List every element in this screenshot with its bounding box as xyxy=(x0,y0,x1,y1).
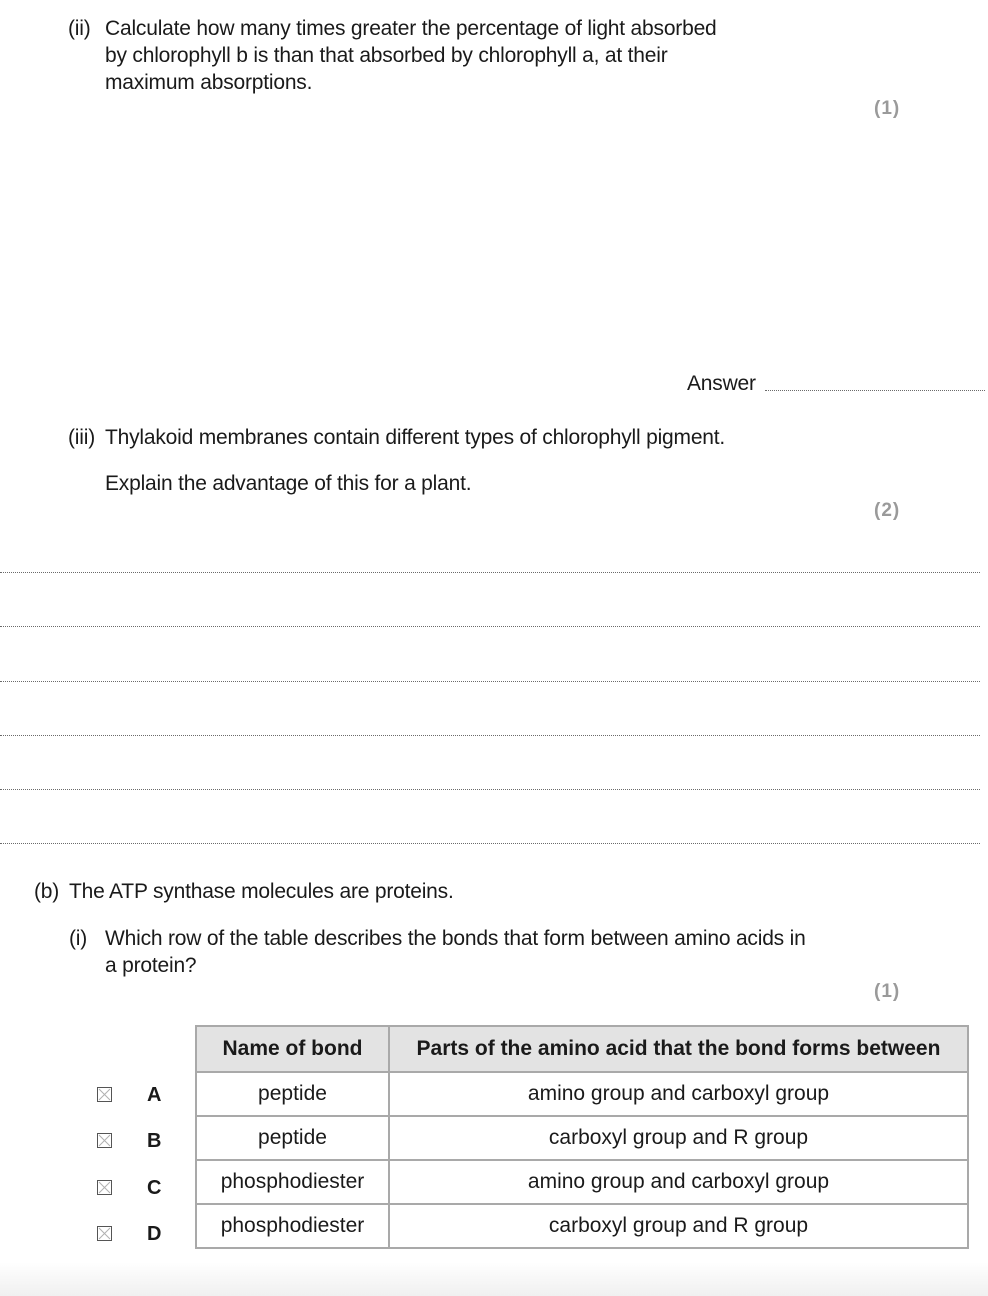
question-text-a-iii-line2: Explain the advantage of this for a plant. xyxy=(105,472,472,495)
header-parts-of-amino-acid: Parts of the amino acid that the bond forms between xyxy=(389,1026,968,1072)
question-line: by chlorophyll b is than that absorbed by chlorophyll a, at their xyxy=(105,44,668,67)
bond-parts-cell: carboxyl group and R group xyxy=(389,1116,968,1160)
option-d-checkbox[interactable] xyxy=(97,1226,112,1241)
marks-a-iii: (2) xyxy=(874,500,901,521)
page-bottom-shadow xyxy=(0,1262,988,1296)
bond-name-cell: peptide xyxy=(196,1116,389,1160)
option-d-letter: D xyxy=(147,1223,162,1245)
option-c-checkbox[interactable] xyxy=(97,1180,112,1195)
option-a-checkbox[interactable] xyxy=(97,1087,112,1102)
option-c-letter: C xyxy=(147,1177,162,1199)
writing-line[interactable] xyxy=(0,735,980,736)
checkbox-cross-icon xyxy=(98,1088,111,1101)
bond-parts-cell: carboxyl group and R group xyxy=(389,1204,968,1248)
question-label-a-ii: (ii) xyxy=(68,17,91,40)
question-line: a protein? xyxy=(105,954,197,977)
option-b-checkbox[interactable] xyxy=(97,1133,112,1148)
table-row xyxy=(196,1204,968,1248)
bond-table xyxy=(195,1025,969,1249)
answer-label: Answer xyxy=(687,372,756,395)
question-text-a-ii xyxy=(105,15,865,96)
table-row xyxy=(196,1160,968,1204)
bond-name-cell: phosphodiester xyxy=(196,1204,389,1248)
question-label-b: (b) xyxy=(34,880,60,903)
question-text-b-i xyxy=(105,925,905,979)
question-line: maximum absorptions. xyxy=(105,71,313,94)
question-line: Which row of the table describes the bonds that form between amino acids in xyxy=(105,927,806,950)
writing-line[interactable] xyxy=(0,843,980,844)
bond-name-cell: peptide xyxy=(196,1072,389,1116)
marks-a-ii: (1) xyxy=(874,98,901,119)
checkbox-cross-icon xyxy=(98,1181,111,1194)
writing-line[interactable] xyxy=(0,572,980,573)
question-text-b: The ATP synthase molecules are proteins. xyxy=(69,880,454,903)
table-row xyxy=(196,1116,968,1160)
writing-line[interactable] xyxy=(0,626,980,627)
checkbox-cross-icon xyxy=(98,1134,111,1147)
question-text-a-iii-line1: Thylakoid membranes contain different types of chlorophyll pigment. xyxy=(105,426,726,449)
writing-line[interactable] xyxy=(0,681,980,682)
question-label-b-i: (i) xyxy=(69,927,88,950)
header-name-of-bond: Name of bond xyxy=(196,1026,389,1072)
question-line: Calculate how many times greater the percentage of light absorbed xyxy=(105,17,717,40)
bond-name-cell: phosphodiester xyxy=(196,1160,389,1204)
option-b-letter: B xyxy=(147,1130,162,1152)
option-a-letter: A xyxy=(147,1084,162,1106)
table-row xyxy=(196,1072,968,1116)
marks-b-i: (1) xyxy=(874,981,901,1002)
table-header-row xyxy=(196,1026,968,1072)
question-label-a-iii: (iii) xyxy=(68,426,95,449)
checkbox-cross-icon xyxy=(98,1227,111,1240)
writing-line[interactable] xyxy=(0,789,980,790)
bond-parts-cell: amino group and carboxyl group xyxy=(389,1072,968,1116)
answer-line[interactable] xyxy=(765,390,985,391)
bond-parts-cell: amino group and carboxyl group xyxy=(389,1160,968,1204)
